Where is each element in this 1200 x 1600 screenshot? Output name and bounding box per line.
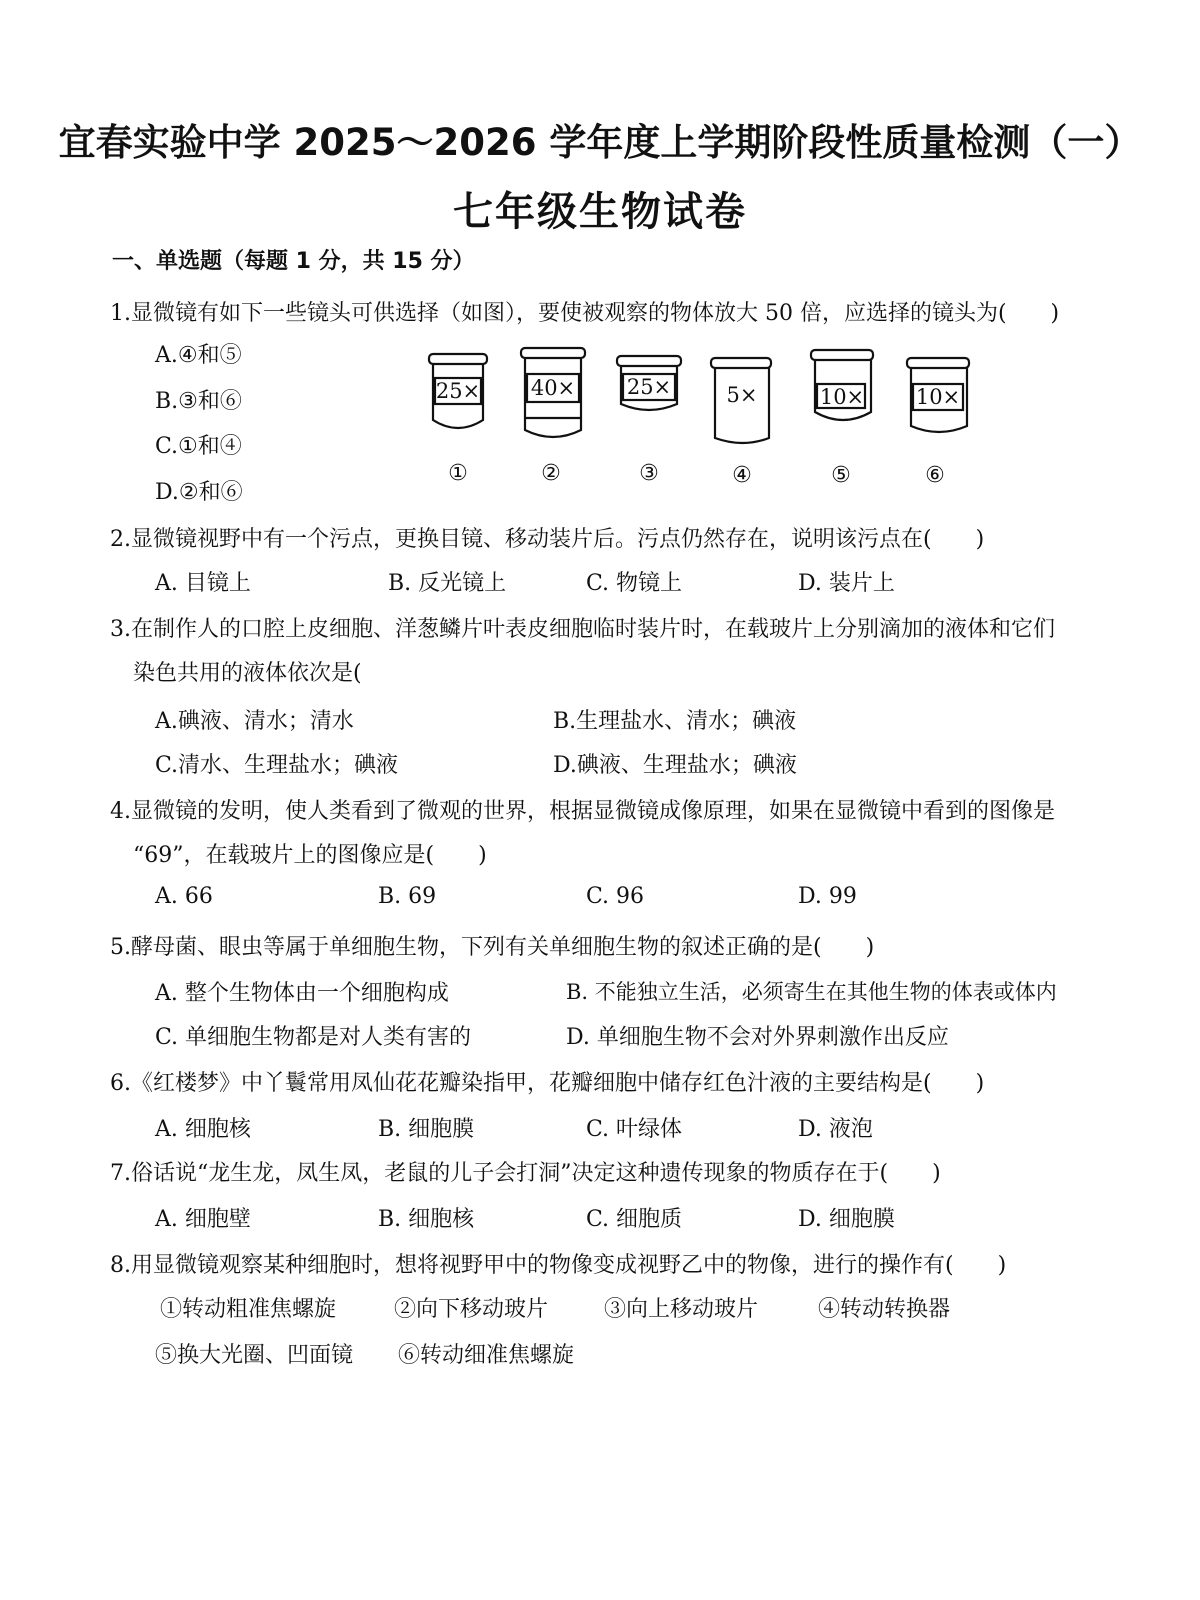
q6-option-c: C. 叶绿体 [586, 1117, 683, 1142]
lens-5-label: 10× [819, 385, 865, 409]
lens-6-number: ⑥ [925, 463, 945, 488]
lens-figure [415, 340, 1005, 500]
q5-option-d: D. 单细胞生物不会对外界刺激作出反应 [566, 1025, 949, 1050]
q6-option-a: A. 细胞核 [155, 1117, 251, 1142]
question-6-stem: 6.《红楼梦》中丫鬟常用凤仙花花瓣染指甲，花瓣细胞中储存红色汁液的主要结构是( ) [110, 1071, 985, 1096]
lens-4-label: 5× [726, 383, 758, 407]
section-heading: 一、单选题（每题 1 分，共 15 分） [112, 249, 475, 274]
q3-option-c: C.清水、生理盐水；碘液 [155, 753, 399, 778]
q7-option-d: D. 细胞膜 [798, 1207, 895, 1232]
q2-option-a: A. 目镜上 [155, 571, 251, 596]
q1-option-d: D.②和⑥ [155, 480, 243, 505]
question-3-stem-line1: 3.在制作人的口腔上皮细胞、洋葱鳞片叶表皮细胞临时装片时，在载玻片上分别滴加的液体和它们 [110, 617, 1055, 642]
q1-option-c: C.①和④ [155, 434, 242, 459]
q8-step-6: ⑥转动细准焦螺旋 [398, 1343, 575, 1368]
lens-6-label: 10× [915, 385, 961, 409]
q8-step-1: ①转动粗准焦螺旋 [160, 1297, 337, 1322]
q2-option-b: B. 反光镜上 [388, 571, 507, 596]
lens-2-label: 40× [530, 376, 576, 400]
exam-title: 宜春实验中学 2025～2026 学年度上学期阶段性质量检测（一） [58, 121, 1142, 164]
question-5-stem: 5.酵母菌、眼虫等属于单细胞生物，下列有关单细胞生物的叙述正确的是( ) [110, 935, 875, 960]
q2-option-c: C. 物镜上 [586, 571, 683, 596]
q1-option-a: A.④和⑤ [155, 343, 242, 368]
lens-5-number: ⑤ [831, 463, 851, 488]
q4-option-d: D. 99 [798, 884, 857, 909]
question-4-stem-line1: 4.显微镜的发明，使人类看到了微观的世界，根据显微镜成像原理，如果在显微镜中看到的图像是 [110, 799, 1055, 824]
q8-step-3: ③向上移动玻片 [604, 1297, 759, 1322]
q6-option-b: B. 细胞膜 [378, 1117, 475, 1142]
q8-step-2: ②向下移动玻片 [394, 1297, 549, 1322]
q4-option-b: B. 69 [378, 884, 437, 909]
lens-1-number: ① [448, 461, 468, 486]
question-4-stem-line2: “69”，在载玻片上的图像应是( ) [133, 843, 487, 868]
question-7-stem: 7.俗话说“龙生龙，凤生凤，老鼠的儿子会打洞”决定这种遗传现象的物质存在于( ) [110, 1161, 941, 1186]
q6-option-d: D. 液泡 [798, 1117, 873, 1142]
q1-option-b: B.③和⑥ [155, 389, 242, 414]
q3-option-a: A.碘液、清水；清水 [155, 709, 354, 734]
q5-option-c: C. 单细胞生物都是对人类有害的 [155, 1025, 472, 1050]
q8-step-4: ④转动转换器 [818, 1297, 951, 1322]
q5-option-a: A. 整个生物体由一个细胞构成 [155, 981, 449, 1006]
q4-option-c: C. 96 [586, 884, 645, 909]
lens-4-number: ④ [732, 463, 752, 488]
q2-option-d: D. 装片上 [798, 571, 895, 596]
q8-step-5: ⑤换大光圈、凹面镜 [155, 1343, 354, 1368]
exam-subtitle: 七年级生物试卷 [453, 189, 747, 235]
lens-3-label: 25× [626, 375, 672, 399]
question-3-stem-line2: 染色共用的液体依次是( [133, 661, 362, 686]
question-8-stem: 8.用显微镜观察某种细胞时，想将视野甲中的物像变成视野乙中的物像，进行的操作有( ) [110, 1253, 1007, 1278]
q7-option-b: B. 细胞核 [378, 1207, 475, 1232]
lens-2-number: ② [541, 461, 561, 486]
question-2-stem: 2.显微镜视野中有一个污点，更换目镜、移动装片后。污点仍然存在，说明该污点在( ) [110, 527, 985, 552]
q7-option-c: C. 细胞质 [586, 1207, 683, 1232]
q7-option-a: A. 细胞壁 [155, 1207, 251, 1232]
question-1-stem: 1.显微镜有如下一些镜头可供选择（如图），要使被观察的物体放大 50 倍，应选择的镜头为( ) [110, 301, 1060, 326]
q3-option-b: B.生理盐水、清水；碘液 [553, 709, 797, 734]
q4-option-a: A. 66 [155, 884, 213, 909]
lens-1-label: 25× [435, 379, 481, 403]
q5-option-b: B. 不能独立生活，必须寄生在其他生物的体表或体内 [566, 980, 1057, 1004]
q3-option-d: D.碘液、生理盐水；碘液 [553, 753, 797, 778]
lens-3-number: ③ [639, 461, 659, 486]
